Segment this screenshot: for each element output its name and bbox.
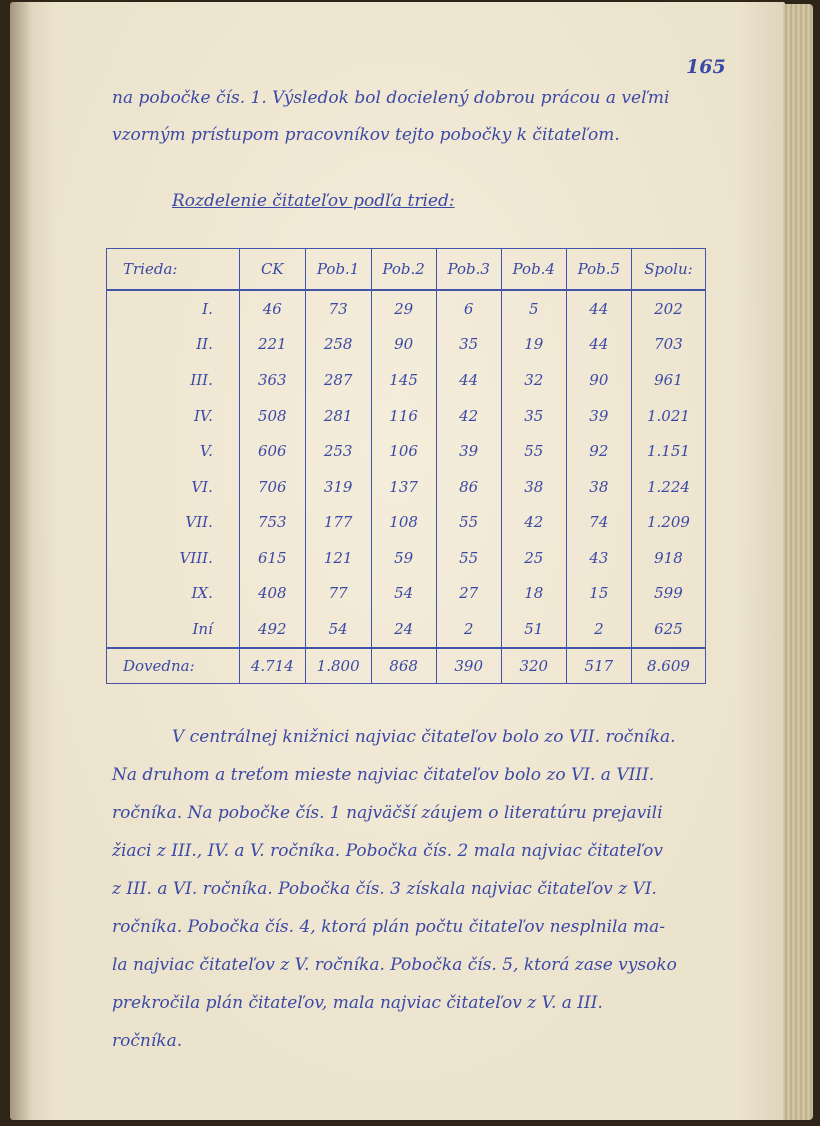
total-pob2: 868 (371, 648, 436, 684)
cell-pob5: 74 (566, 505, 631, 541)
table-row (107, 362, 706, 398)
cell-pob4: 32 (501, 362, 566, 398)
cell-total: 599 (631, 576, 705, 612)
cell-ck: 606 (239, 433, 305, 469)
paragraph-line-6: ročníka. Pobočka čís. 4, ktorá plán počtu čitateľov nesplnila ma- (112, 917, 666, 937)
cell-ck: 706 (239, 469, 305, 505)
cell-grade: VIII. (107, 540, 240, 576)
cell-total: 1.224 (631, 469, 705, 505)
cell-pob3: 35 (436, 327, 501, 363)
header-cell-pob1: Pob.1 (305, 249, 371, 291)
cell-pob3: 39 (436, 433, 501, 469)
cell-pob2: 145 (371, 362, 436, 398)
cell-total: 703 (631, 327, 705, 363)
cell-ck: 221 (239, 327, 305, 363)
cell-pob3: 55 (436, 540, 501, 576)
cell-pob5: 44 (566, 327, 631, 363)
table-row (107, 540, 706, 576)
table-row (107, 611, 706, 648)
cell-pob1: 73 (305, 290, 371, 327)
cell-total: 1.209 (631, 505, 705, 541)
table-row (107, 469, 706, 505)
cell-pob3: 27 (436, 576, 501, 612)
cell-ck: 615 (239, 540, 305, 576)
table-row (107, 290, 706, 327)
cell-grade: VII. (107, 505, 240, 541)
cell-pob3: 86 (436, 469, 501, 505)
paragraph-line-9: ročníka. (112, 1031, 183, 1051)
cell-pob4: 42 (501, 505, 566, 541)
cell-pob2: 24 (371, 611, 436, 648)
paragraph-line-3: ročníka. Na pobočke čís. 1 najväčší záujem o literatúru prejavili (112, 803, 663, 823)
cell-pob1: 281 (305, 398, 371, 434)
intro-line-2: vzorným prístupom pracovníkov tejto pobočky k čitateľom. (112, 125, 620, 145)
cell-pob2: 59 (371, 540, 436, 576)
header-cell-grade: Trieda: (107, 249, 240, 291)
header-cell-pob2: Pob.2 (371, 249, 436, 291)
cell-grade: I. (107, 290, 240, 327)
page-number: 165 (686, 56, 726, 78)
cell-pob4: 55 (501, 433, 566, 469)
total-pob1: 1.800 (305, 648, 371, 684)
table-row (107, 327, 706, 363)
cell-pob5: 39 (566, 398, 631, 434)
cell-pob3: 44 (436, 362, 501, 398)
cell-pob3: 6 (436, 290, 501, 327)
cell-total: 1.021 (631, 398, 705, 434)
cell-ck: 408 (239, 576, 305, 612)
table-row (107, 433, 706, 469)
cell-total: 1.151 (631, 433, 705, 469)
paragraph-line-7: la najviac čitateľov z V. ročníka. Pobočka čís. 5, ktorá zase vysoko (112, 955, 677, 975)
cell-pob4: 19 (501, 327, 566, 363)
cell-total: 202 (631, 290, 705, 327)
cell-pob2: 90 (371, 327, 436, 363)
cell-ck: 492 (239, 611, 305, 648)
cell-pob1: 121 (305, 540, 371, 576)
cell-ck: 363 (239, 362, 305, 398)
intro-line-1: na pobočke čís. 1. Výsledok bol docielený dobrou prácou a veľmi (112, 88, 670, 108)
cell-total: 961 (631, 362, 705, 398)
cell-pob1: 287 (305, 362, 371, 398)
cell-grade: VI. (107, 469, 240, 505)
cell-total: 918 (631, 540, 705, 576)
cell-pob5: 90 (566, 362, 631, 398)
paragraph-line-1: V centrálnej knižnici najviac čitateľov bolo zo VII. ročníka. (172, 727, 676, 747)
cell-pob5: 38 (566, 469, 631, 505)
total-all: 8.609 (631, 648, 705, 684)
cell-pob5: 15 (566, 576, 631, 612)
cell-pob5: 2 (566, 611, 631, 648)
cell-pob2: 54 (371, 576, 436, 612)
cell-pob4: 38 (501, 469, 566, 505)
cell-total: 625 (631, 611, 705, 648)
totals-label: Dovedna: (107, 648, 240, 684)
cell-grade: III. (107, 362, 240, 398)
paragraph-line-4: žiaci z III., IV. a V. ročníka. Pobočka čís. 2 mala najviac čitateľov (112, 841, 663, 861)
cell-pob1: 258 (305, 327, 371, 363)
cell-pob5: 43 (566, 540, 631, 576)
header-cell-total: Spolu: (631, 249, 705, 291)
cell-pob1: 319 (305, 469, 371, 505)
table-row (107, 576, 706, 612)
total-pob3: 390 (436, 648, 501, 684)
table-row (107, 398, 706, 434)
total-pob4: 320 (501, 648, 566, 684)
table-header-row (107, 249, 706, 291)
cell-pob3: 2 (436, 611, 501, 648)
page-edges (783, 4, 813, 1120)
cell-pob5: 92 (566, 433, 631, 469)
cell-grade: IX. (107, 576, 240, 612)
paragraph-line-8: prekročila plán čitateľov, mala najviac čitateľov z V. a III. (112, 993, 603, 1013)
total-ck: 4.714 (239, 648, 305, 684)
paragraph-line-2: Na druhom a treťom mieste najviac čitateľov bolo zo VI. a VIII. (112, 765, 655, 785)
total-pob5: 517 (566, 648, 631, 684)
header-cell-ck: CK (239, 249, 305, 291)
cell-pob4: 18 (501, 576, 566, 612)
cell-pob3: 42 (436, 398, 501, 434)
cell-pob2: 106 (371, 433, 436, 469)
header-cell-pob3: Pob.3 (436, 249, 501, 291)
cell-pob1: 77 (305, 576, 371, 612)
spine-shadow (10, 2, 32, 1120)
cell-pob3: 55 (436, 505, 501, 541)
cell-pob4: 25 (501, 540, 566, 576)
cell-pob1: 54 (305, 611, 371, 648)
readers-by-grade-table (106, 248, 706, 684)
cell-ck: 508 (239, 398, 305, 434)
cell-pob1: 253 (305, 433, 371, 469)
table-heading: Rozdelenie čitateľov podľa tried: (172, 191, 455, 211)
cell-pob4: 35 (501, 398, 566, 434)
table-row (107, 505, 706, 541)
cell-grade: II. (107, 327, 240, 363)
cell-pob2: 137 (371, 469, 436, 505)
cell-grade: Iní (107, 611, 240, 648)
cell-pob1: 177 (305, 505, 371, 541)
cell-pob2: 108 (371, 505, 436, 541)
table-totals-row (107, 648, 706, 684)
header-cell-pob5: Pob.5 (566, 249, 631, 291)
cell-grade: IV. (107, 398, 240, 434)
cell-ck: 753 (239, 505, 305, 541)
cell-grade: V. (107, 433, 240, 469)
cell-pob5: 44 (566, 290, 631, 327)
cell-pob2: 29 (371, 290, 436, 327)
header-cell-pob4: Pob.4 (501, 249, 566, 291)
cell-ck: 46 (239, 290, 305, 327)
cell-pob4: 5 (501, 290, 566, 327)
cell-pob4: 51 (501, 611, 566, 648)
cell-pob2: 116 (371, 398, 436, 434)
paragraph-line-5: z III. a VI. ročníka. Pobočka čís. 3 získala najviac čitateľov z VI. (112, 879, 657, 899)
